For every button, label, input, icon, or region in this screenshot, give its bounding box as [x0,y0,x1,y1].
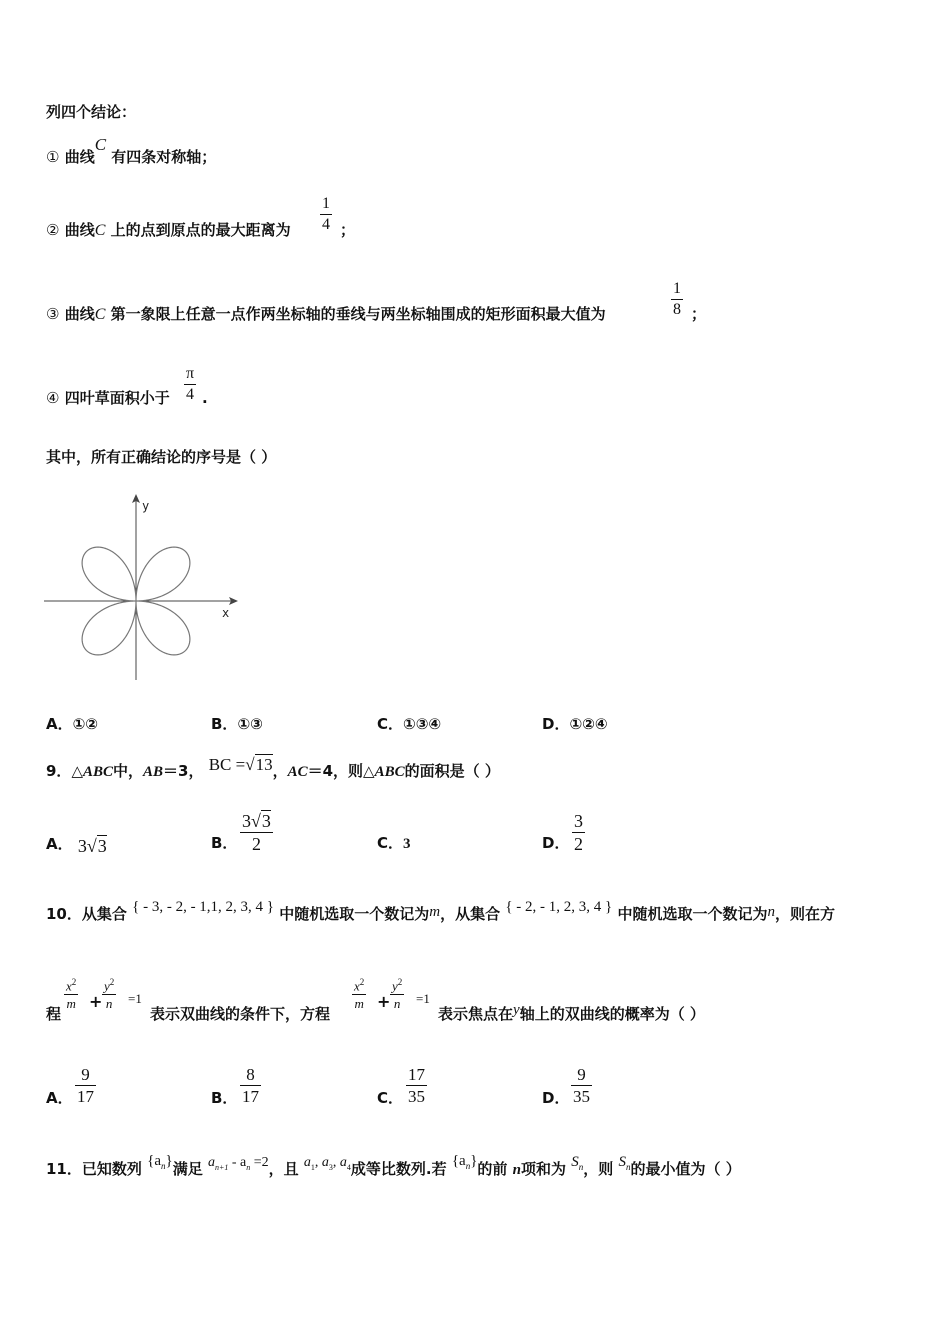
frac-x2-m [352,978,366,1010]
option-label: B． [211,1089,238,1107]
q11-text: 已知数列 [81,1160,142,1178]
frac-den: 4 [322,216,330,233]
conclusion-2 [46,221,291,240]
x-axis-label: x [222,606,230,620]
q8-question: 其中，所有正确结论的序号是（ ） [46,448,277,466]
conclusion-2-text-b: 上的点到原点的最大距离为 [110,221,291,239]
fraction-1-4 [320,196,332,233]
question-number: 11． [46,1160,82,1178]
frac-num: $x^2$ [66,977,77,994]
sequence-an: $\{a_n\}$ [451,1153,478,1171]
sqrt-symbol: √ [86,836,97,856]
q9-option-c[interactable] [377,834,411,853]
plus-sign: + [377,992,391,1011]
curve-variable: C [94,306,106,323]
frac-num: $y^2$ [104,977,115,994]
conclusion-1 [46,135,217,166]
four-leaf-clover-figure [40,490,250,685]
q10-text: 中随机选取一个数记为 [279,905,430,923]
conclusion-3-text-b: 第一象限上任意一点作两坐标轴的垂线与两坐标轴围成的矩形面积最大值为 [110,305,606,323]
fraction-1-8 [671,281,683,318]
triangle-symbol: △ [71,762,83,780]
q10-option-c-fraction [406,1066,427,1105]
var-n: n [767,904,775,920]
option-value: 3 [403,836,411,852]
q11-text: 的前 [477,1160,508,1178]
option-value: ①②④ [569,715,608,733]
option-label: B． [211,834,238,852]
option-label: D． [542,715,570,733]
q9-option-a[interactable] [46,834,107,856]
frac-den: 35 [573,1087,590,1106]
q9-text: ＝4，则△ [307,762,375,780]
option-label: A． [46,715,73,733]
var-y: y [104,978,110,994]
frac-den: 2 [251,834,261,854]
q8-option-d[interactable] [542,715,608,733]
var-a: a [207,1155,215,1170]
frac-num: 8 [246,1065,255,1084]
equation-rhs: =1 [128,991,142,1006]
plus-sign: + [89,992,103,1011]
question-number: 9． [46,762,72,780]
conclusion-1-text-b: 有四条对称轴； [111,148,217,166]
conclusion-3 [46,305,606,324]
var-x: x [66,978,72,994]
frac-num: 1 [673,280,681,297]
frac-den: 4 [186,386,195,403]
minus-a: - a [228,1155,247,1170]
intro-text: 列四个结论： [46,103,137,121]
frac-num: $x^2$ [354,977,365,994]
option-value: ①③④ [403,715,442,733]
q10-text-tail [438,1002,705,1024]
side-ac: AC [287,764,308,780]
equation-rhs: =1 [416,991,430,1006]
coef: 3 [242,811,251,831]
frac-num: 9 [81,1065,90,1084]
conclusion-4-text: 四叶草面积小于 [64,389,170,407]
frac-num: 3√3 [242,811,271,831]
terms-a1-a3-a4: $a_1$, $a_3$, $a_4$ [303,1155,351,1172]
circled-number-3: ③ [46,305,60,323]
frac-num: 17 [408,1065,425,1084]
side-ab: AB [143,764,164,780]
option-label: D． [542,1089,570,1107]
frac-x2-m [64,978,78,1010]
radicand: 3 [261,811,271,831]
sum-sn: $S_n$ [618,1154,631,1172]
set-2: { - 2, - 1, 2, 3, 4 } [505,899,613,915]
frac-den: 2 [574,834,583,854]
circled-number-2: ② [46,221,60,239]
q9-option-d[interactable] [542,834,569,852]
option-label: A． [46,835,73,853]
question-number: 10． [46,905,82,923]
q10-text: 程 [46,1005,62,1023]
q10-option-a[interactable] [46,1089,73,1107]
var-s: S [618,1154,626,1170]
var-m: m [429,904,441,920]
frac-num: 9 [577,1065,586,1084]
q10-option-a-fraction [75,1066,96,1105]
triangle-name: ABC [374,764,405,780]
frac-den: 35 [408,1087,425,1106]
frac-num: 1 [322,195,330,212]
set-1: { - 3, - 2, - 1,1, 2, 3, 4 } [132,899,275,915]
conclusion-3-text-a: 曲线 [64,305,95,323]
fraction-pi-4 [184,366,196,403]
radicand: 3 [97,836,107,856]
frac-y2-n [102,978,116,1010]
frac-den: m [66,996,76,1012]
bc-prefix: BC = [208,755,246,774]
coef: 3 [77,836,87,856]
q11-text: 项和为 [520,1160,566,1178]
q9-option-b-fraction [240,812,273,853]
frac-den: m [354,996,364,1012]
sequence-an: $\{a_n\}$ [147,1153,173,1171]
q9-text: ， [272,762,288,780]
frac-y2-n [390,978,404,1010]
frac-num: $y^2$ [392,977,403,994]
q9-text: 中， [113,762,144,780]
conclusion-1-text-a: 曲线 [64,148,95,166]
curve-variable: C [94,135,107,154]
conclusion-2-text-a: 曲线 [64,221,95,239]
q10-text: 表示双曲线的条件下，方程 [150,1005,331,1023]
triangle-name: ABC [82,764,113,780]
frac-den: n [105,996,113,1012]
q10-text: 从集合 [81,905,127,923]
q10-text: ，则在方 [775,905,836,923]
q11-text: 成等比数列.若 [350,1160,447,1178]
q10-question-line1 [46,899,836,924]
circled-number-4: ④ [46,389,60,407]
seq-open: {a [451,1153,466,1169]
q10-text: ，从集合 [440,905,501,923]
conclusion-3-end: ； [691,305,707,323]
conclusion-4 [46,389,170,407]
q8-option-a[interactable] [46,715,98,733]
q11-text: ，则 [583,1160,614,1178]
q9-option-d-fraction [572,812,585,853]
q10-text: 表示焦点在 [438,1005,514,1023]
q10-option-b[interactable] [211,1089,237,1107]
y-axis-label: y [142,499,150,513]
var-y: y [513,1002,520,1018]
var-y: y [392,978,398,994]
curve-variable: C [94,222,106,239]
q10-text: 轴上的双曲线的概率为（ ） [519,1005,705,1023]
option-label: C． [377,715,404,733]
option-label: B． [211,715,238,733]
q10-option-b-fraction [240,1066,261,1105]
frac-num: 3 [574,811,583,831]
var-n: n [512,1162,521,1178]
option-label: C． [377,834,404,852]
var-x: x [354,978,360,994]
recurrence-rhs: =2 [253,1155,269,1170]
frac-den: 17 [77,1087,94,1106]
q11-text: ，且 [268,1160,299,1178]
q8-option-b[interactable] [211,715,263,733]
q9-text: 的面积是（ ） [404,762,500,780]
bc-formula [209,755,273,774]
q10-option-c[interactable] [377,1089,403,1107]
frac-den: 17 [242,1087,259,1106]
q10-option-d[interactable] [542,1089,569,1107]
var-s: S [571,1154,579,1170]
q10-question-line2 [46,1005,61,1023]
q11-text: 满足 [172,1160,203,1178]
q10-option-d-fraction [571,1066,592,1105]
conclusion-2-end: ； [340,221,356,239]
q9-text: ＝3， [163,762,204,780]
option-value [78,836,107,856]
sum-sn: $S_n$ [571,1154,584,1172]
option-label: A． [46,1089,73,1107]
option-value: ①② [72,715,99,733]
frac-num: π [186,365,195,382]
q10-text: 中随机选取一个数记为 [617,905,768,923]
radicand: 13 [255,755,273,774]
option-label: D． [542,834,570,852]
recurrence: $a_{n+1} - a_n =2$ [207,1155,269,1172]
seq-open: {a [147,1153,161,1169]
option-value: ①③ [237,715,263,733]
var-a: a [303,1155,311,1170]
frac-den: 8 [673,301,681,318]
q11-text: 的最小值为（ ） [630,1160,741,1178]
circled-number-1: ① [46,148,60,166]
q11-question [46,1153,741,1185]
q9-option-b[interactable] [211,834,237,852]
sqrt-symbol: √ [245,755,255,774]
q8-option-c[interactable] [377,715,441,733]
frac-den: n [393,996,401,1012]
option-label: C． [377,1089,404,1107]
conclusion-4-end: . [202,389,208,407]
q9-question [46,755,500,781]
